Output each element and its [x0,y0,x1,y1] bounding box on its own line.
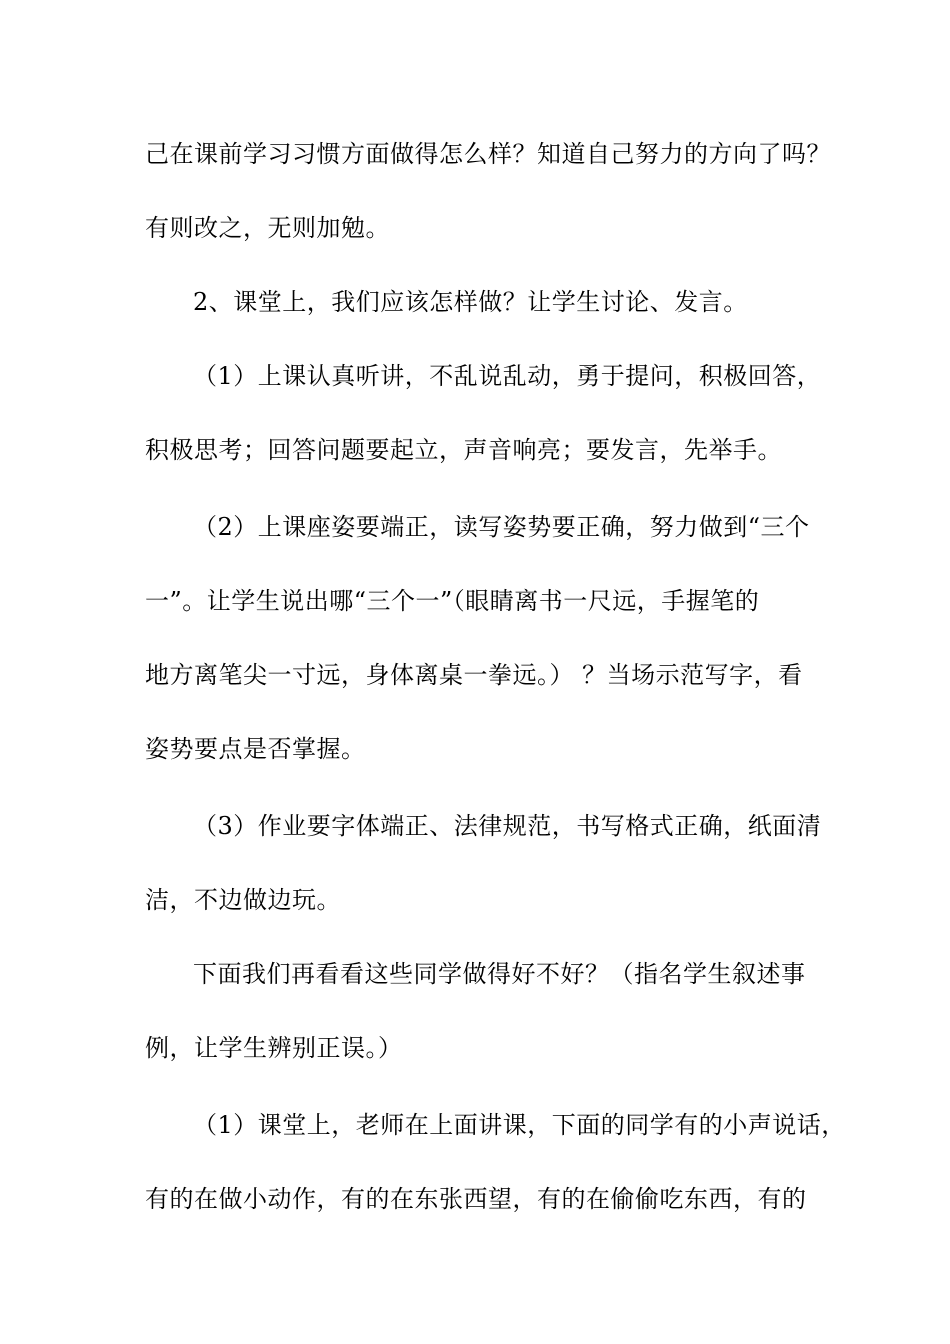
text-line: （3）作业要字体端正、法律规范，书写格式正确，纸面清 [193,812,822,840]
text-line: （2）上课座姿要端正，读写姿势要正确，努力做到“三个 [193,513,810,541]
text-line: 有的在做小动作，有的在东张西望，有的在偷偷吃东西，有的 [145,1185,807,1213]
text-line: 姿势要点是否掌握。 [145,735,366,763]
text-line: 例，让学生辨别正误。） [145,1034,403,1062]
text-line: 有则改之，无则加勉。 [145,214,390,242]
text-line: （1）上课认真听讲，不乱说乱动，勇于提问，积极回答， [193,362,822,390]
text-line: 一”。让学生说出哪“三个一”（眼睛离书一尺远，手握笔的 [145,587,760,615]
text-line: 洁，不边做边玩。 [145,886,341,914]
text-line: （1）课堂上，老师在上面讲课，下面的同学有的小声说话， [193,1111,846,1139]
text-line: 下面我们再看看这些同学做得好不好？（指名学生叙述事 [193,960,806,988]
section-heading: 2、课堂上，我们应该怎样做？让学生讨论、发言。 [193,288,748,316]
text-line: 己在课前学习习惯方面做得怎么样？知道自己努力的方向了吗？ [145,140,831,168]
text-line: 地方离笔尖一寸远，身体离桌一拳远。） ？当场示范写字，看 [145,661,803,689]
text-line: 积极思考；回答问题要起立，声音响亮；要发言，先举手。 [145,436,782,464]
